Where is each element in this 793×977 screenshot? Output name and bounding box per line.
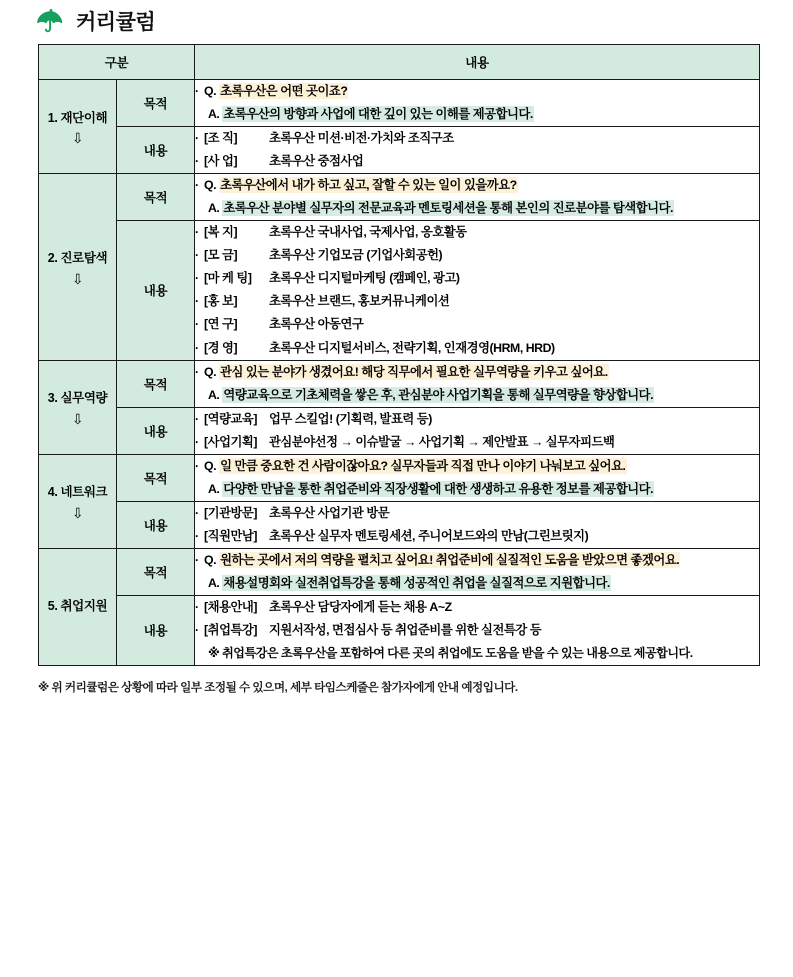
kind-label-purpose: 목적 xyxy=(117,548,195,595)
table-row xyxy=(39,221,760,360)
kind-label-content: 내용 xyxy=(117,127,195,174)
section-label-4 xyxy=(39,454,117,548)
section-name: 4. 네트워크 xyxy=(47,485,108,500)
table-row xyxy=(39,80,760,127)
item-text: 초록우산 실무자 멘토링세션, 주니어보드와의 만남(그린브릿지) xyxy=(268,528,589,543)
content-line xyxy=(195,244,759,267)
qa-marker: Q. xyxy=(204,178,217,193)
content-line xyxy=(195,103,759,126)
table-row xyxy=(39,174,760,221)
bullet-icon: · xyxy=(195,364,199,379)
purpose-cell xyxy=(195,548,760,595)
item-tag: [기관방문] xyxy=(204,505,258,520)
bullet-icon: · xyxy=(195,623,199,638)
content-cell xyxy=(195,127,760,174)
item-text: 초록우산 중점사업 xyxy=(268,154,364,169)
section-label-3 xyxy=(39,360,117,454)
curriculum-table xyxy=(38,44,760,666)
down-arrow-icon: ⇩ xyxy=(71,270,84,287)
purpose-cell xyxy=(195,360,760,407)
bullet-icon: · xyxy=(195,505,199,520)
bullet-icon: · xyxy=(195,154,199,169)
qa-marker: A. xyxy=(208,481,220,496)
bullet-icon: · xyxy=(195,294,199,309)
item-tag: [복 지] xyxy=(204,225,238,240)
kind-label-content: 내용 xyxy=(117,596,195,666)
table-row xyxy=(39,596,760,666)
content-line xyxy=(195,80,759,103)
highlight-answer: 역량교육으로 기초체력을 쌓은 후, 관심분야 사업기획을 통해 실무역량을 향상합니다. xyxy=(223,387,654,402)
section-name: 1. 재단이해 xyxy=(47,110,108,125)
table-head xyxy=(39,45,760,80)
column-header-gubun: 구분 xyxy=(39,45,195,80)
content-line xyxy=(195,313,759,336)
content-line xyxy=(195,174,759,197)
qa-marker: A. xyxy=(208,107,220,122)
content-line xyxy=(195,619,759,642)
bullet-icon: · xyxy=(195,248,199,263)
item-tag: [취업특강] xyxy=(204,623,258,638)
qa-marker: Q. xyxy=(204,552,217,567)
content-line xyxy=(195,455,759,478)
qa-marker: Q. xyxy=(204,84,217,98)
content-line xyxy=(195,572,759,595)
highlight-answer: 채용설명회와 실전취업특강을 통해 성공적인 취업을 실질적으로 지원합니다. xyxy=(223,575,610,590)
note-marker: ※ xyxy=(208,646,223,661)
page-title: 커리큘럼 xyxy=(76,10,156,34)
footer-note: ※ 위 커리큘럼은 상황에 따라 일부 조정될 수 있으며, 세부 타임스케줄은 참가자에게 안내 예정입니다. xyxy=(38,680,518,694)
bullet-icon: · xyxy=(195,271,199,286)
kind-label-purpose: 목적 xyxy=(117,360,195,407)
bullet-icon: · xyxy=(195,434,199,449)
qa-marker: A. xyxy=(208,387,220,402)
item-text: 초록우산 국내사업, 국제사업, 옹호활동 xyxy=(268,225,467,240)
bullet-icon: · xyxy=(195,411,199,426)
content-line xyxy=(195,267,759,290)
item-text: 취업특강은 초록우산을 포함하여 다른 곳의 취업에도 도움을 받을 수 있는 내용으로 제공합니다. xyxy=(222,646,693,661)
content-line xyxy=(195,221,759,244)
item-text: 초록우산 미션·비전·가치와 조직구조 xyxy=(268,131,454,146)
item-tag: [연 구] xyxy=(204,317,238,332)
content-line xyxy=(195,290,759,313)
item-text: 관심분야선정 → 이슈발굴 → 사업기획 → 제안발표 → 실무자피드백 xyxy=(268,434,615,449)
item-text: 초록우산 브랜드, 홍보커뮤니케이션 xyxy=(268,294,450,309)
item-tag: [조 직] xyxy=(204,131,238,146)
item-tag: [경 영] xyxy=(204,340,238,355)
bullet-icon: · xyxy=(195,552,199,567)
kind-label-content: 내용 xyxy=(117,221,195,360)
bullet-icon: · xyxy=(195,84,199,98)
item-text: 초록우산 사업기관 방문 xyxy=(268,505,390,520)
content-note xyxy=(195,642,759,665)
content-line xyxy=(195,197,759,220)
purpose-cell xyxy=(195,454,760,501)
highlight-question: 원하는 곳에서 저의 역량을 펼치고 싶어요! 취업준비에 실질적인 도움을 받았으면 좋겠어요. xyxy=(220,552,680,567)
down-arrow-icon: ⇩ xyxy=(71,505,84,522)
content-line xyxy=(195,127,759,150)
content-line xyxy=(195,525,759,548)
table-row xyxy=(39,548,760,595)
highlight-answer: 다양한 만남을 통한 취업준비와 직장생활에 대한 생생하고 유용한 정보를 제공합니다. xyxy=(223,481,654,496)
bullet-icon: · xyxy=(195,600,199,615)
kind-label-purpose: 목적 xyxy=(117,454,195,501)
content-cell xyxy=(195,221,760,360)
section-label-5 xyxy=(39,548,117,665)
highlight-answer: 초록우산의 방향과 사업에 대한 깊이 있는 이해를 제공합니다. xyxy=(223,107,533,122)
bullet-icon: · xyxy=(195,131,199,146)
kind-label-content: 내용 xyxy=(117,407,195,454)
highlight-question: 초록우산은 어떤 곳이죠? xyxy=(220,84,348,98)
kind-label-content: 내용 xyxy=(117,501,195,548)
qa-marker: Q. xyxy=(204,364,217,379)
item-text: 업무 스킬업! (기획력, 발표력 등) xyxy=(268,411,432,426)
page-header xyxy=(0,0,793,44)
purpose-cell xyxy=(195,80,760,127)
table-row xyxy=(39,127,760,174)
content-line xyxy=(195,337,759,360)
kind-label-purpose: 목적 xyxy=(117,174,195,221)
purpose-cell xyxy=(195,174,760,221)
item-tag: [사업기획] xyxy=(204,434,258,449)
qa-marker: Q. xyxy=(204,458,217,473)
section-label-2 xyxy=(39,174,117,360)
item-text: 초록우산 기업모금 (기업사회공헌) xyxy=(268,248,443,263)
column-header-naeyong: 내용 xyxy=(195,45,760,80)
highlight-question: 관심 있는 분야가 생겼어요! 해당 직무에서 필요한 실무역량을 키우고 싶어요. xyxy=(220,364,608,379)
item-text: 초록우산 담당자에게 듣는 채용 A~Z xyxy=(268,600,452,615)
item-tag: [사 업] xyxy=(204,154,238,169)
table-row xyxy=(39,501,760,548)
content-line xyxy=(195,478,759,501)
bullet-icon: · xyxy=(195,225,199,240)
bullet-icon: · xyxy=(195,340,199,355)
table-body xyxy=(39,80,760,666)
qa-marker: A. xyxy=(208,201,220,216)
down-arrow-icon: ⇩ xyxy=(71,130,84,147)
table-header-row xyxy=(39,45,760,80)
content-cell xyxy=(195,501,760,548)
item-tag: [직원만남] xyxy=(204,528,258,543)
item-text: 초록우산 디지털마케팅 (캠페인, 광고) xyxy=(268,271,460,286)
bullet-icon: · xyxy=(195,458,199,473)
content-line xyxy=(195,431,759,454)
kind-label-purpose: 목적 xyxy=(117,80,195,127)
curriculum-table-wrapper xyxy=(0,44,793,666)
bullet-icon: · xyxy=(195,528,199,543)
table-row xyxy=(39,454,760,501)
item-tag: [모 금] xyxy=(204,248,238,263)
highlight-question: 초록우산에서 내가 하고 싶고, 잘할 수 있는 일이 있을까요? xyxy=(220,178,517,193)
down-arrow-icon: ⇩ xyxy=(71,410,84,427)
section-name: 3. 실무역량 xyxy=(47,391,108,406)
bullet-icon: · xyxy=(195,178,199,193)
umbrella-icon xyxy=(36,8,66,36)
highlight-question: 일 만큼 중요한 건 사람이잖아요? 실무자들과 직접 만나 이야기 나눠보고 싶어요. xyxy=(220,458,626,473)
item-tag: [채용안내] xyxy=(204,600,258,615)
table-row xyxy=(39,360,760,407)
section-label-1 xyxy=(39,80,117,174)
content-line xyxy=(195,596,759,619)
item-text: 초록우산 디지털서비스, 전략기획, 인재경영(HRM, HRD) xyxy=(268,340,555,355)
content-line xyxy=(195,549,759,572)
highlight-answer: 초록우산 분야별 실무자의 전문교육과 멘토링세션을 통해 본인의 진로분야를 탐색합니다. xyxy=(223,201,673,216)
item-text: 지원서작성, 면접심사 등 취업준비를 위한 실전특강 등 xyxy=(268,623,542,638)
content-line xyxy=(195,502,759,525)
content-line xyxy=(195,408,759,431)
item-text: 초록우산 아동연구 xyxy=(268,317,364,332)
content-cell xyxy=(195,407,760,454)
qa-marker: A. xyxy=(208,575,220,590)
item-tag: [역량교육] xyxy=(204,411,258,426)
section-name: 2. 진로탐색 xyxy=(47,250,108,265)
table-row xyxy=(39,407,760,454)
content-line xyxy=(195,150,759,173)
bullet-icon: · xyxy=(195,317,199,332)
item-tag: [홍 보] xyxy=(204,294,238,309)
content-line xyxy=(195,361,759,384)
content-cell xyxy=(195,596,760,666)
section-name: 5. 취업지원 xyxy=(47,599,108,614)
item-tag: [마 케 팅] xyxy=(204,271,252,286)
content-line xyxy=(195,384,759,407)
